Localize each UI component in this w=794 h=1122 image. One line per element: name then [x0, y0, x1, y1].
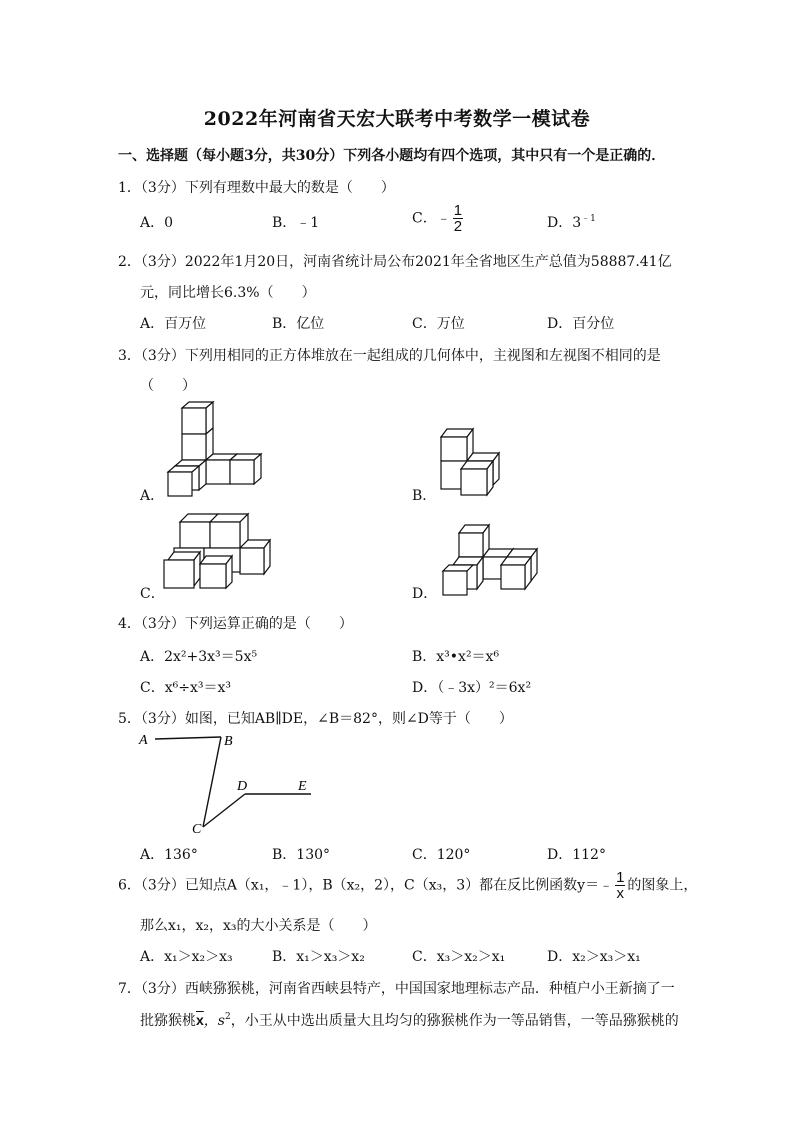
q2-line1: 2．（3分）2022年1月20日，河南省统计局公布2021年全省地区生产总值为58887.41亿: [118, 254, 672, 270]
q4-option-d: D．（﹣3x）²＝6x²: [412, 680, 532, 696]
q6-option-a: A．x₁＞x₂＞x₃: [140, 949, 233, 965]
q7-line2: [140, 1010, 679, 1030]
q4-option-c: C．x⁶÷x³＝x³: [140, 680, 231, 696]
q5-stem: 5．（3分）如图，已知AB∥DE，∠B＝82°，则∠D等于（ ）: [118, 711, 513, 727]
point-c-label: C: [192, 822, 202, 837]
q6-line1-prefix: 6．（3分）已知点A（x₁，﹣1），B（x₂，2），C（x₃，3）都在反比例函数y＝﹣: [118, 877, 614, 894]
q5-option-b: B．130°: [272, 847, 331, 863]
q3-option-b: B．: [412, 488, 437, 504]
q1-option-c-fraction: [453, 203, 463, 234]
q1-option-c: [412, 203, 465, 234]
q1-option-d: [547, 212, 596, 232]
q6-option-d: D．x₂＞x₃＞x₁: [547, 949, 641, 965]
q7-mean-symbol: $\overline{x}$: [196, 1012, 204, 1028]
point-e-label: E: [298, 779, 307, 794]
q7-variance-exponent: 2: [224, 1012, 231, 1022]
q3-figure-d: [437, 515, 557, 605]
point-d-label: D: [237, 779, 248, 794]
q2-option-d: D．百分位: [547, 316, 615, 332]
q4-option-b: B．x³•x²＝x⁶: [412, 649, 500, 665]
q2-option-c: C．万位: [412, 316, 465, 332]
q7-line1: 7．（3分）西峡猕猴桃，河南省西峡县特产，中国国家地理标志产品．种植户小王新摘了一: [118, 981, 675, 997]
q6-fraction-denominator: x: [616, 885, 624, 902]
q3-figure-c: [160, 508, 280, 598]
q1-option-a: A．0: [140, 215, 174, 231]
q3-figure-b: [437, 425, 557, 515]
q1-option-d-exponent: ﹣1: [581, 214, 596, 224]
point-a-label: A: [139, 733, 148, 748]
q6-option-c: C．x₃＞x₂＞x₁: [412, 949, 506, 965]
q6-line1-suffix: 的图象上，: [627, 877, 698, 894]
point-b-label: B: [224, 734, 233, 749]
q5-geometry-figure: [135, 730, 335, 840]
q3-line2: （ ）: [140, 378, 196, 394]
q6-fraction-numerator: 1: [616, 869, 625, 886]
segment-ab: [155, 737, 221, 739]
section-heading: 一、选择题（每小题3分，共30分）下列各小题均有四个选项，其中只有一个是正确的．: [118, 148, 666, 164]
q1-option-b: B．﹣1: [272, 215, 320, 231]
page-title: 2022年河南省天宏大联考中考数学一模试卷: [203, 108, 591, 130]
q6-line2: 那么x₁，x₂，x₃的大小关系是（ ）: [140, 918, 377, 934]
q4-option-a: A．2x²+3x³＝5x⁵: [140, 649, 258, 665]
q2-line2: 元，同比增长6.3%（ ）: [140, 285, 316, 301]
q2-option-b: B．亿位: [272, 316, 325, 332]
q4-stem: 4．（3分）下列运算正确的是（ ）: [118, 616, 353, 632]
q2-option-a: A．百万位: [140, 316, 207, 332]
q1-option-d-base: D．3: [547, 215, 582, 231]
q6-option-b: B．x₁＞x₃＞x₂: [272, 949, 365, 965]
q6-line1: [118, 870, 697, 901]
q3-line1: 3．（3分）下列用相同的正方体堆放在一起组成的几何体中，主视图和左视图不相同的是: [118, 348, 661, 364]
q3-figure-a: [160, 400, 290, 500]
q1-option-c-prefix: C．﹣: [412, 210, 451, 227]
q3-option-c: C．: [140, 586, 165, 602]
q1-c-denominator: 2: [453, 218, 463, 235]
segment-bc: [203, 737, 221, 827]
q7-line2-prefix: 批猕猴桃: [140, 1013, 196, 1029]
q1-c-numerator: 1: [453, 202, 463, 219]
q3-option-a: A．: [140, 488, 165, 504]
q7-line2-suffix: ，小王从中选出质量大且均匀的猕猴桃作为一等品销售，一等品猕猴桃的: [230, 1013, 679, 1029]
q5-option-d: D．112°: [547, 847, 606, 863]
q7-variance-symbol: ，s: [203, 1013, 225, 1029]
q5-option-a: A．136°: [140, 847, 198, 863]
q6-fraction: [615, 870, 625, 901]
q1-stem: 1．（3分）下列有理数中最大的数是（ ）: [118, 180, 395, 196]
q5-option-c: C．120°: [412, 847, 471, 863]
q3-option-d: D．: [412, 586, 438, 602]
